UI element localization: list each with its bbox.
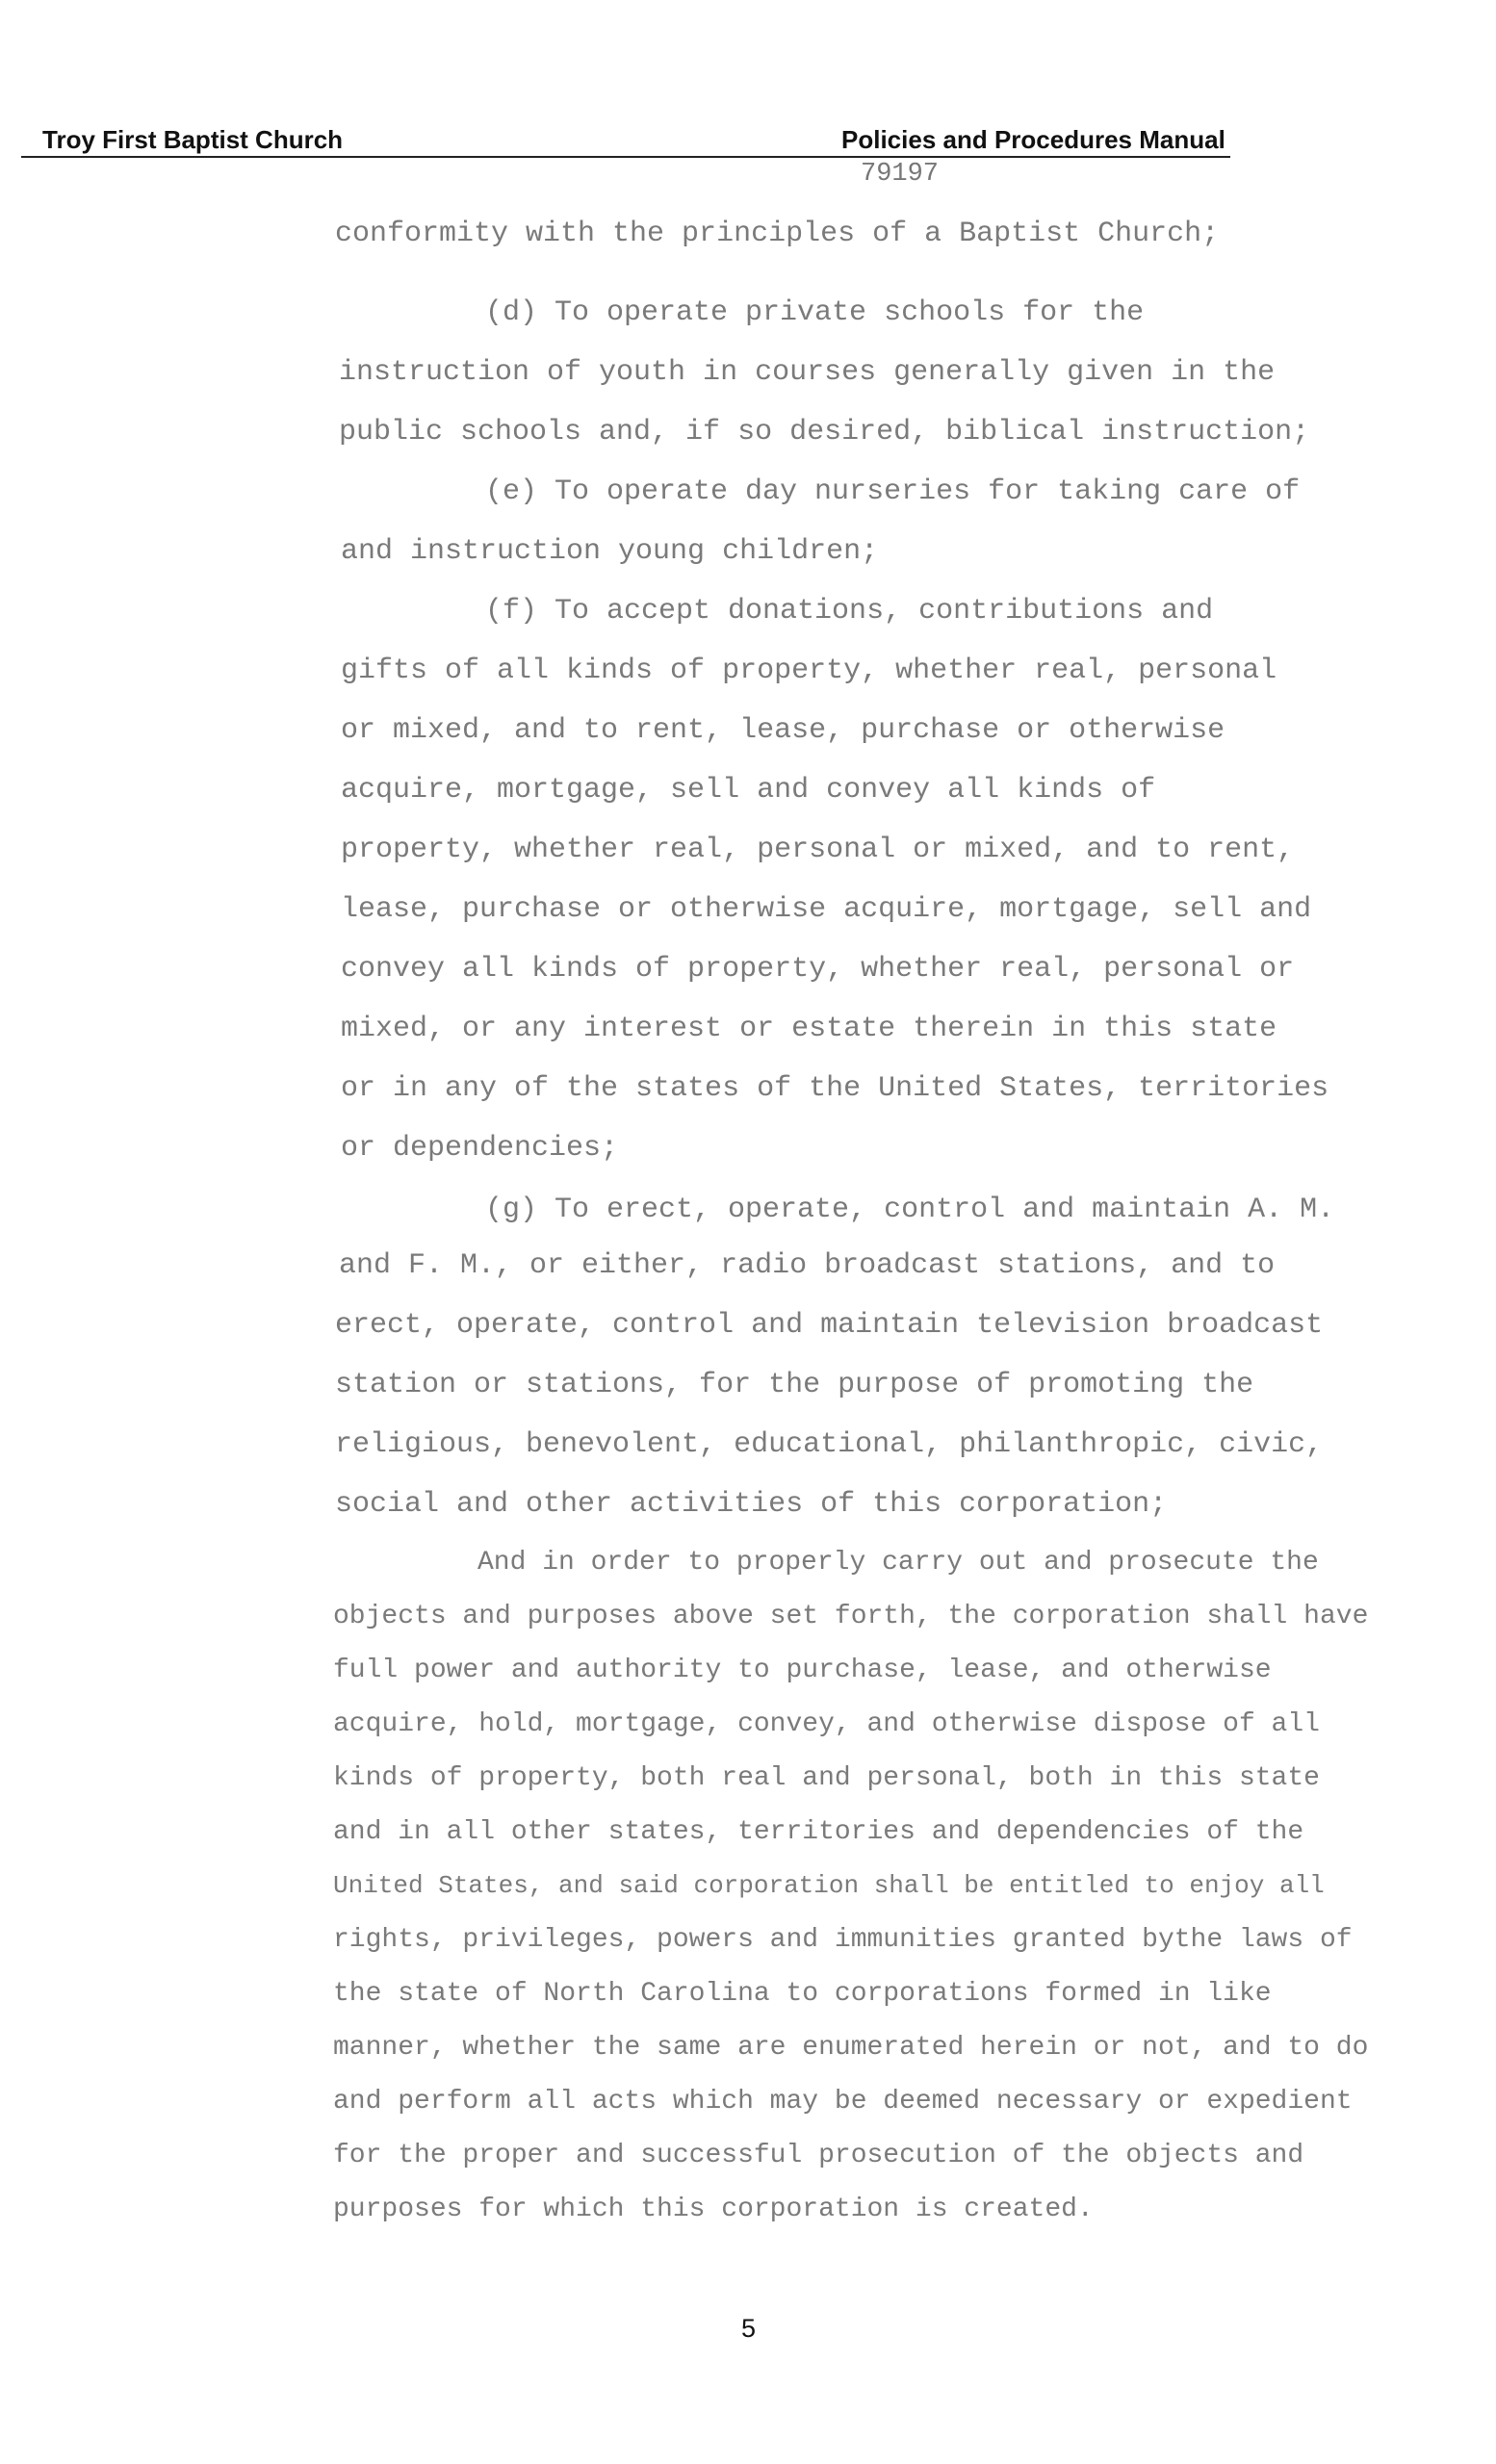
page-number: 5 [741, 2314, 757, 2343]
document-number: 79197 [861, 160, 940, 189]
text-line: and F. M., or either, radio broadcast stations, and to [339, 1249, 1276, 1282]
text-line: (d) To operate private schools for the [485, 296, 1145, 329]
text-line: lease, purchase or otherwise acquire, mortgage, sell and [341, 893, 1312, 926]
text-line: acquire, hold, mortgage, convey, and otherwise dispose of all [333, 1709, 1320, 1739]
text-line: (g) To erect, operate, control and maintain A. M. [485, 1194, 1335, 1226]
text-line: United States, and said corporation shall be entitled to enjoy all [333, 1871, 1325, 1900]
text-line: (f) To accept donations, contributions and [485, 595, 1214, 628]
text-line: mixed, or any interest or estate therein in this state [341, 1013, 1277, 1045]
text-line: and perform all acts which may be deemed necessary or expedient [333, 2087, 1353, 2117]
header-divider [21, 156, 1230, 158]
text-line: for the proper and successful prosecution of the objects and [333, 2141, 1304, 2170]
text-line: (e) To operate day nurseries for taking care of [485, 475, 1301, 508]
text-line: convey all kinds of property, whether real, personal or [341, 953, 1295, 986]
text-line: And in order to properly carry out and prosecute the [477, 1548, 1319, 1578]
text-line: and in all other states, territories and dependencies of the [333, 1817, 1304, 1847]
text-line: property, whether real, personal or mixed, and to rent, [341, 834, 1295, 866]
header-church-name: Troy First Baptist Church [42, 125, 344, 154]
text-line: full power and authority to purchase, lease, and otherwise [333, 1656, 1272, 1685]
text-line: social and other activities of this corporation; [335, 1488, 1168, 1521]
text-line: religious, benevolent, educational, philanthropic, civic, [335, 1428, 1324, 1461]
text-line: public schools and, if so desired, biblical instruction; [339, 416, 1310, 449]
text-line: purposes for which this corporation is created. [333, 2194, 1094, 2224]
text-line: and instruction young children; [341, 535, 879, 568]
text-line: the state of North Carolina to corporations formed in like [333, 1979, 1272, 2009]
text-line: acquire, mortgage, sell and convey all kinds of [341, 774, 1156, 807]
text-line: manner, whether the same are enumerated herein or not, and to do [333, 2033, 1369, 2063]
text-line: erect, operate, control and maintain television broadcast [335, 1309, 1324, 1342]
text-line: kinds of property, both real and personal, both in this state [333, 1763, 1320, 1793]
text-line: or dependencies; [341, 1132, 619, 1165]
text-line: station or stations, for the purpose of promoting the [335, 1369, 1254, 1401]
text-line: instruction of youth in courses generally given in the [339, 356, 1276, 389]
text-line: gifts of all kinds of property, whether real, personal [341, 654, 1277, 687]
text-line: conformity with the principles of a Baptist Church; [335, 218, 1220, 250]
text-line: or in any of the states of the United States, territories [341, 1072, 1329, 1105]
header-manual-title: Policies and Procedures Manual [841, 125, 1225, 154]
text-line: rights, privileges, powers and immunities granted bythe laws of [333, 1925, 1353, 1955]
text-line: or mixed, and to rent, lease, purchase or otherwise [341, 714, 1225, 747]
text-line: objects and purposes above set forth, the corporation shall have [333, 1602, 1369, 1631]
